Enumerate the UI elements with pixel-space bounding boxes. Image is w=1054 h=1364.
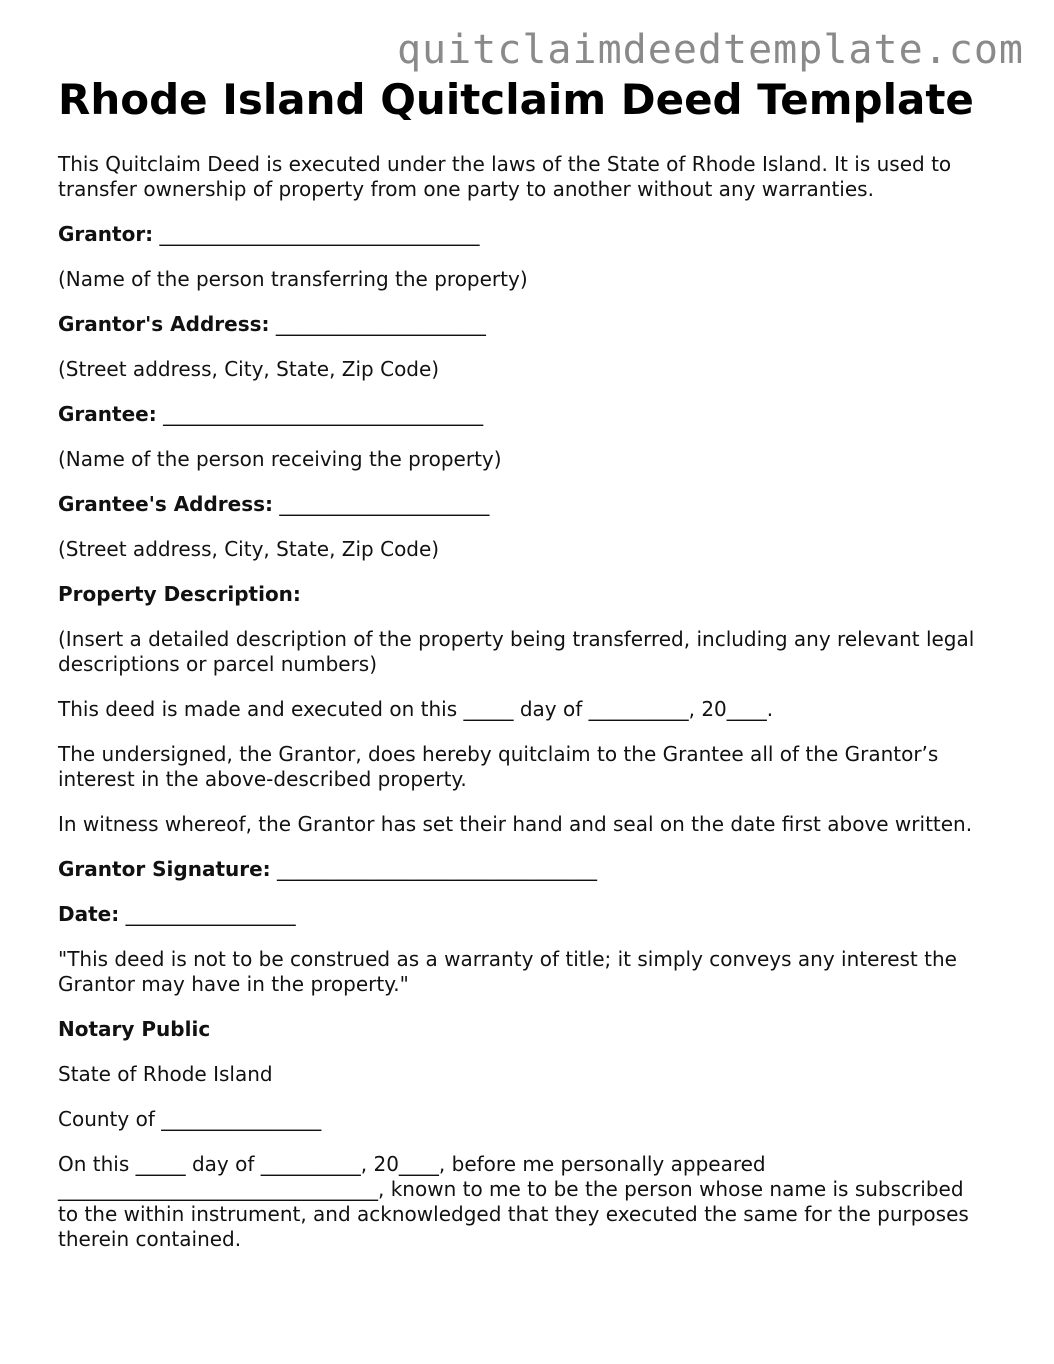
grantor-signature-label: Grantor Signature: xyxy=(58,857,271,882)
grantor-address-blank[interactable]: _____________________ xyxy=(275,312,486,337)
date-label: Date: xyxy=(58,902,120,927)
page-title: Rhode Island Quitclaim Deed Template xyxy=(58,75,974,124)
notary-acknowledgment: On this _____ day of __________, 20____, before me personally appeared ________________________________, known to me to be the person whose name is subscribed to the within instrument, and acknowledged that they executed the same for the purposes therein contained. xyxy=(58,1152,969,1252)
grantor-address-note: (Street address, City, State, Zip Code) xyxy=(58,357,440,382)
notary-county: County of ________________ xyxy=(58,1107,322,1132)
date-blank[interactable]: _________________ xyxy=(125,902,296,927)
grantor-blank[interactable]: ________________________________ xyxy=(159,222,480,247)
watermark: quitclaimdeedtemplate.com xyxy=(396,27,1024,73)
quitclaim-statement: The undersigned, the Grantor, does hereby quitclaim to the Grantee all of the Grantor’s interest in the above-described property. xyxy=(58,742,939,792)
grantor-field xyxy=(58,222,988,247)
witness-statement: In witness whereof, the Grantor has set their hand and seal on the date first above written. xyxy=(58,812,973,837)
date-field xyxy=(58,902,988,927)
grantee-note: (Name of the person receiving the property) xyxy=(58,447,502,472)
grantee-field xyxy=(58,402,988,427)
grantor-address-label: Grantor's Address: xyxy=(58,312,270,337)
execution-date-line: This deed is made and executed on this _____ day of __________, 20____. xyxy=(58,697,774,722)
document-body xyxy=(58,76,988,1272)
grantor-address-field xyxy=(58,312,988,337)
property-description-note: (Insert a detailed description of the property being transferred, including any relevant legal descriptions or parcel numbers) xyxy=(58,627,975,677)
grantor-signature-field xyxy=(58,857,988,882)
grantee-label: Grantee: xyxy=(58,402,157,427)
notary-heading: Notary Public xyxy=(58,1017,211,1042)
grantor-signature-blank[interactable]: ________________________________ xyxy=(277,857,598,882)
grantor-label: Grantor: xyxy=(58,222,154,247)
intro-paragraph: This Quitclaim Deed is executed under the laws of the State of Rhode Island. It is used to transfer ownership of property from one party to another without any warranties. xyxy=(58,152,952,202)
grantee-address-note: (Street address, City, State, Zip Code) xyxy=(58,537,440,562)
grantee-address-field xyxy=(58,492,988,517)
grantee-address-label: Grantee's Address: xyxy=(58,492,274,517)
grantee-blank[interactable]: ________________________________ xyxy=(163,402,484,427)
notary-state: State of Rhode Island xyxy=(58,1062,273,1087)
grantee-address-blank[interactable]: _____________________ xyxy=(279,492,490,517)
property-description-label: Property Description: xyxy=(58,582,301,607)
warranty-disclaimer: "This deed is not to be construed as a warranty of title; it simply conveys any interest the Grantor may have in the property." xyxy=(58,947,957,997)
grantor-note: (Name of the person transferring the property) xyxy=(58,267,528,292)
